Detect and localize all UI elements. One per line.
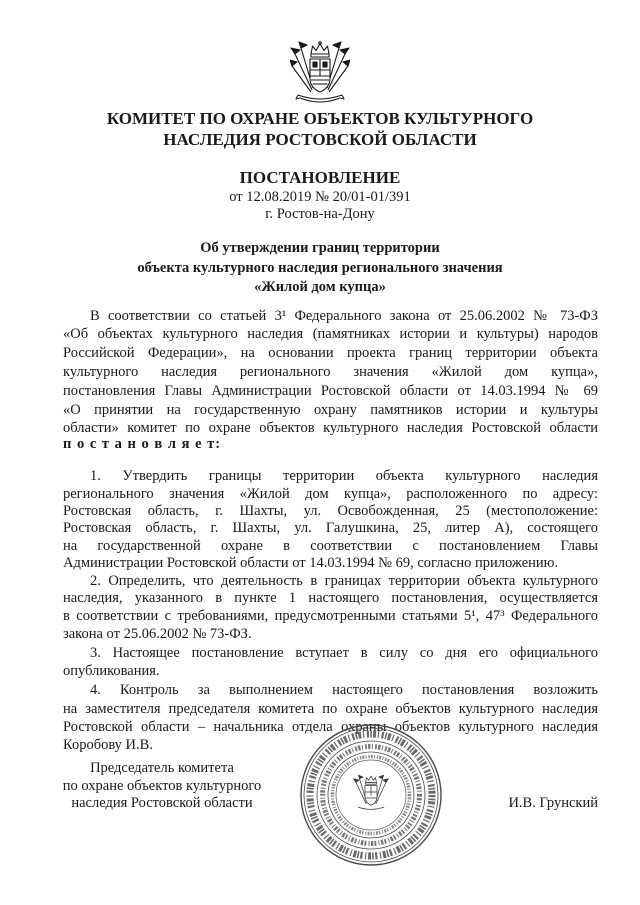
- subject-line-2: объекта культурного наследия регионального значения: [137, 260, 503, 276]
- preamble-line: В соответствии со статьей 3¹ Федерального закона от 25.06.2002 № 73-ФЗ: [90, 308, 598, 324]
- date-and-number: от 12.08.2019 № 20/01-01/391: [229, 189, 411, 205]
- org-name-line-2: НАСЛЕДИЯ РОСТОВСКОЙ ОБЛАСТИ: [163, 130, 477, 149]
- item-2-line: наследия, указанного в пункте 1 настоящего постановления, осуществляется: [63, 590, 598, 606]
- preamble-line: постановления Главы Администрации Ростовской области от 14.03.1994 № 69: [63, 383, 598, 399]
- item-1-line: Ростовская область, г. Шахты, ул. Галушкина, 25, литер А), состоящего: [63, 520, 598, 536]
- subject-line-3: «Жилой дом купца»: [254, 279, 386, 295]
- item-1-line: Администрации Ростовской области от 14.03.1994 № 69, согласно приложению.: [63, 555, 559, 571]
- item-1-line: 1. Утвердить границы территории объекта культурного наследия: [90, 468, 598, 484]
- preamble-line: «О принятии на государственную охрану памятников истории и культуры: [63, 402, 598, 418]
- preamble-line: Российской Федерации», на основании проекта границ территории объекта: [63, 345, 598, 361]
- item-2-line: 2. Определить, что деятельность в границах территории объекта культурного: [90, 573, 598, 589]
- preamble-line: области» комитет по охране объектов культурного наследия Ростовской области: [63, 420, 598, 436]
- item-2-line: закона от 25.06.2002 № 73-ФЗ.: [63, 626, 252, 642]
- document-type-title: ПОСТАНОВЛЕНИЕ: [239, 168, 401, 187]
- item-1-line: Ростовская область, г. Шахты, ул. Освобожденная, 25 (местоположение:: [63, 503, 598, 519]
- preamble-line: культурного наследия регионального значения «Жилой дом купца»,: [63, 364, 598, 380]
- preamble-line: «Об объектах культурного наследия (памятниках истории и культуры) народов: [63, 326, 598, 342]
- signatory-position-line-3: наследия Ростовской области: [71, 795, 253, 811]
- item-3-line: 3. Настоящее постановление вступает в силу со дня его официального: [90, 645, 598, 661]
- signatory-position-line-1: Председатель комитета: [90, 760, 234, 776]
- city: г. Ростов-на-Дону: [265, 206, 375, 222]
- subject-line-1: Об утверждении границ территории: [200, 240, 440, 256]
- item-4-line: Ростовской области – начальника отдела охраны объектов культурного наследия: [63, 719, 598, 735]
- signatory-name: И.В. Грунский: [508, 795, 598, 811]
- item-2-line: в соответствии с требованиями, предусмотренными статьями 5¹, 47³ Федерального: [63, 608, 598, 624]
- resolves-word: п о с т а н о в л я е т:: [63, 436, 222, 452]
- item-1-line: регионального значения «Жилой дом купца», расположенного по адресу:: [63, 486, 598, 502]
- item-1-line: на государственной охране в соответствии с постановлением Главы: [63, 538, 598, 554]
- item-4-line: 4. Контроль за выполнением настоящего постановления возложить: [90, 682, 598, 698]
- item-4-line: Коробову И.В.: [63, 737, 153, 753]
- item-3-line: опубликования.: [63, 663, 160, 679]
- item-4-line: на заместителя председателя комитета по охране объектов культурного наследия: [63, 701, 598, 717]
- org-name-line-1: КОМИТЕТ ПО ОХРАНЕ ОБЪЕКТОВ КУЛЬТУРНОГО: [106, 109, 534, 128]
- official-seal-icon: [298, 722, 444, 868]
- signatory-position-line-2: по охране объектов культурного: [62, 778, 262, 794]
- coat-of-arms-icon: [290, 40, 350, 106]
